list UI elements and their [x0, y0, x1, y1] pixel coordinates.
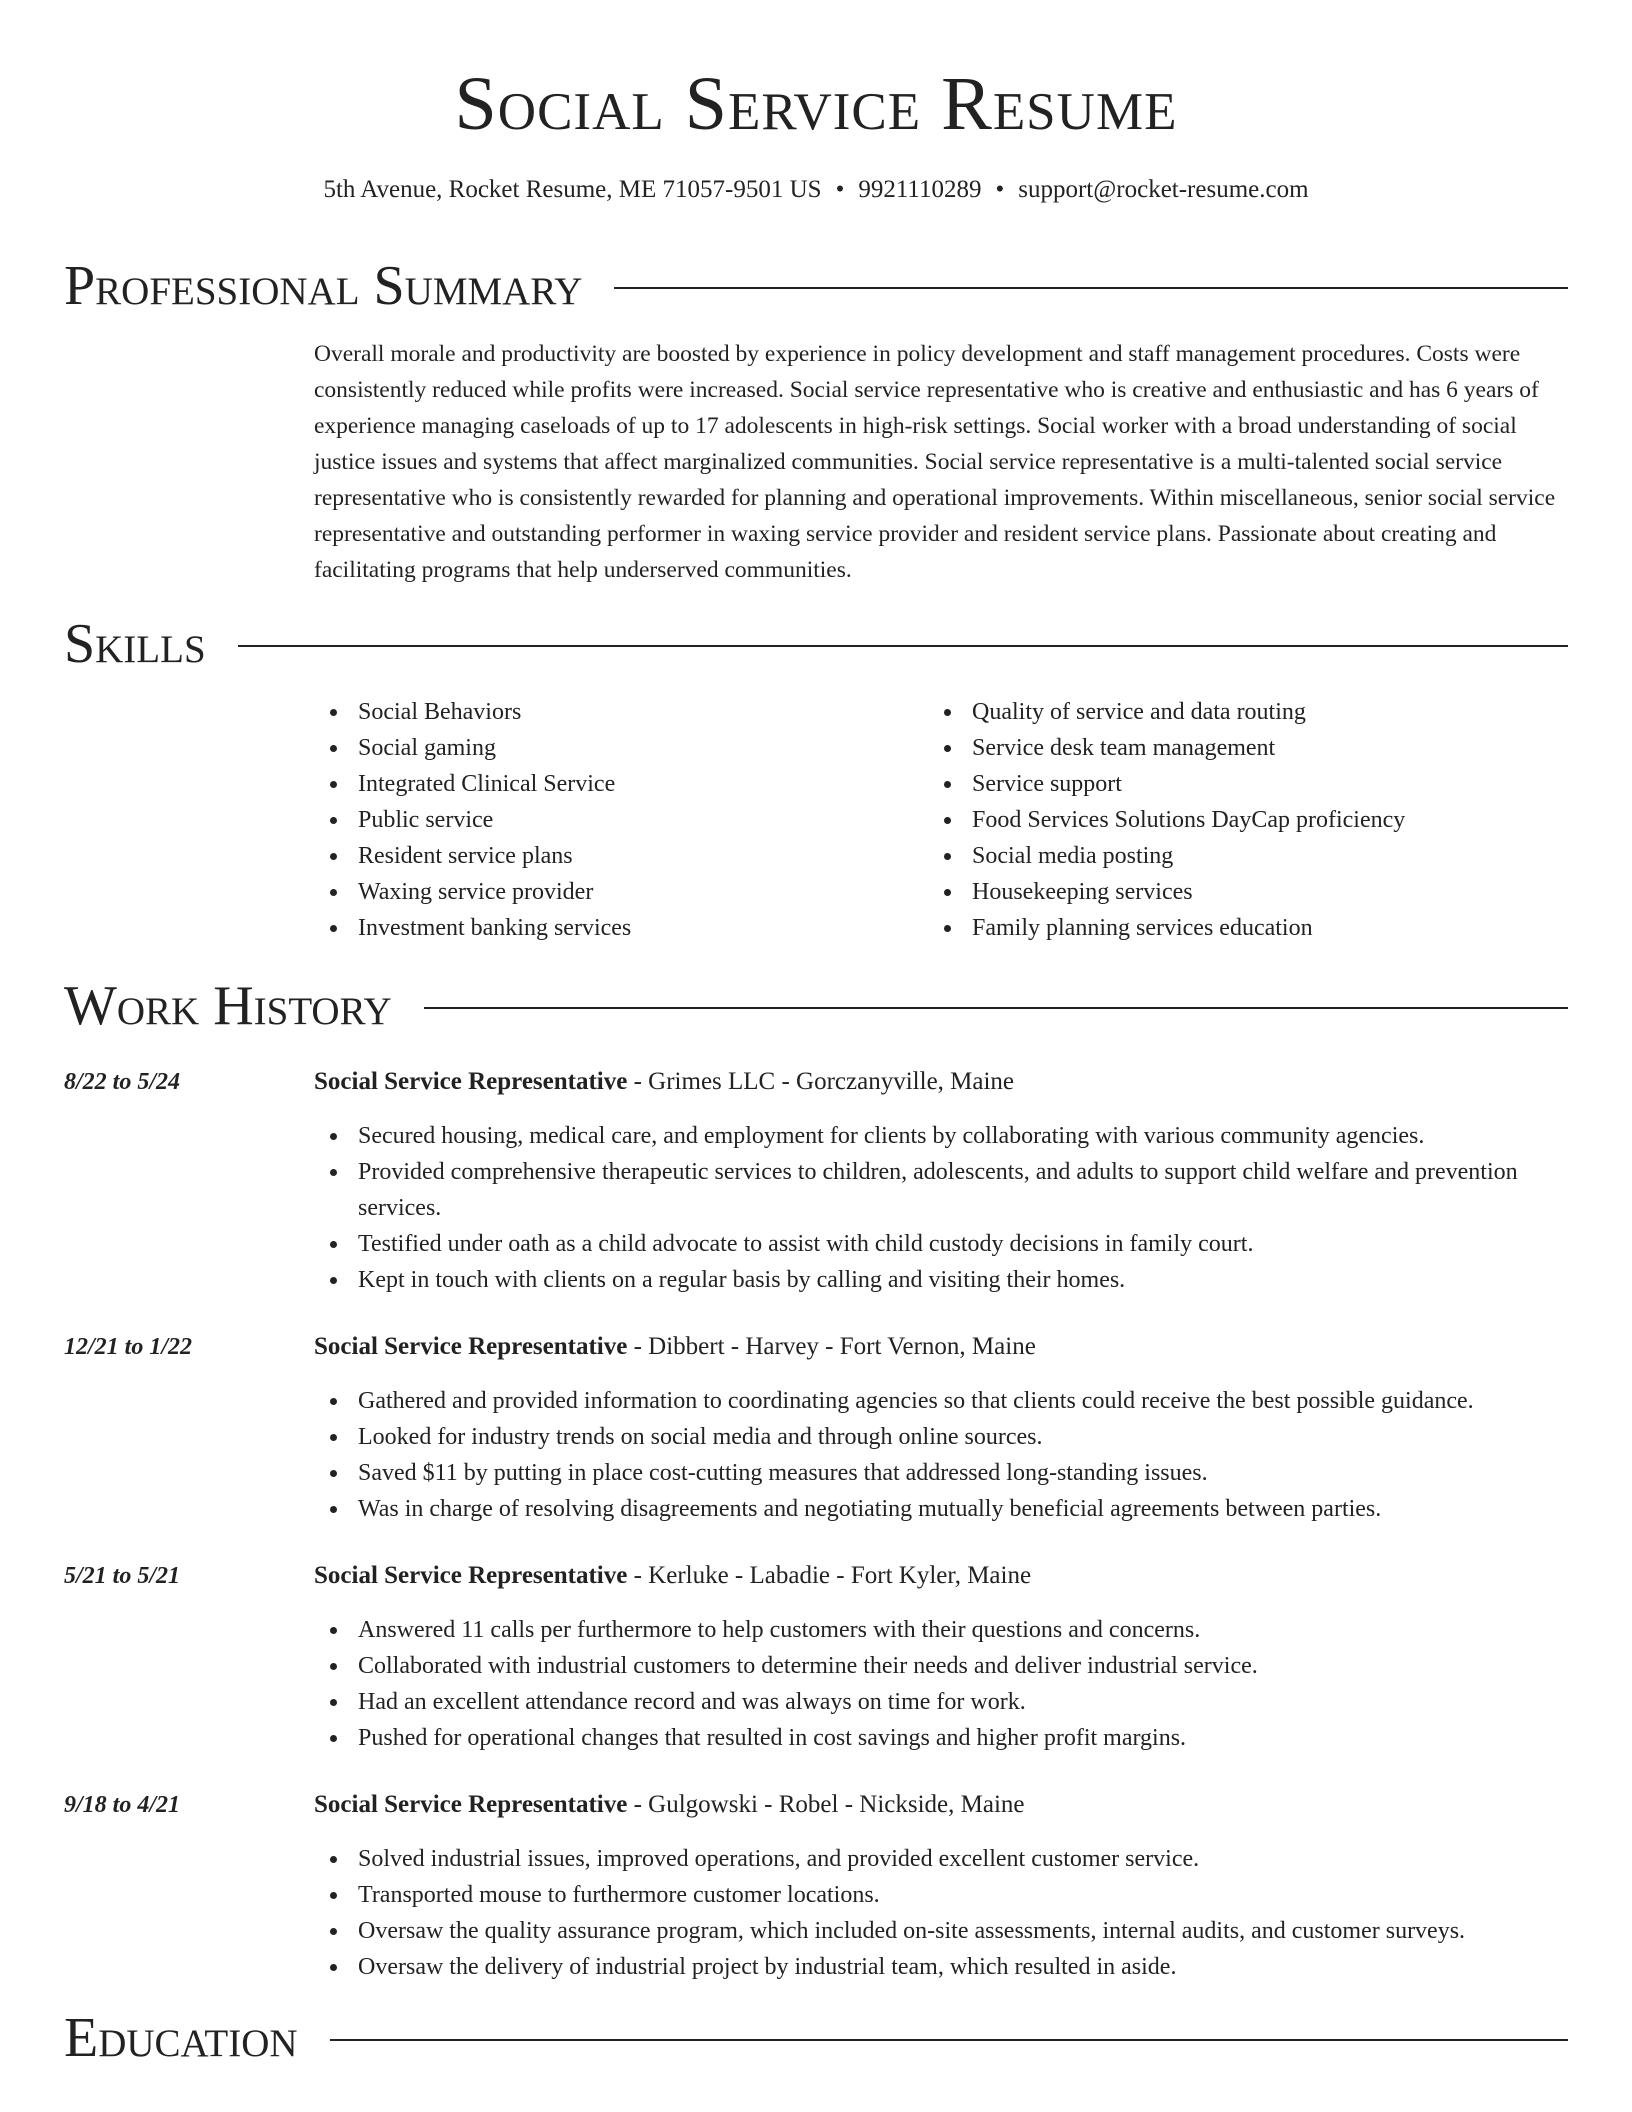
- resume-title: Social Service Resume: [454, 62, 1178, 146]
- section-divider: [330, 2039, 1568, 2041]
- skills-column-left: [314, 694, 914, 946]
- skill-item: Social gaming: [314, 730, 914, 766]
- summary-heading-text: Professional Summary: [64, 255, 583, 317]
- job-bullet: Solved industrial issues, improved operations, and provided excellent customer service.: [314, 1841, 1584, 1877]
- job-bullet: Secured housing, medical care, and employment for clients by collaborating with various community agencies.: [314, 1118, 1584, 1154]
- contact-separator: •: [995, 176, 1005, 203]
- job-title: Social Service Representative: [314, 1333, 628, 1360]
- job-bullet: Saved $11 by putting in place cost-cutting measures that addressed long-standing issues.: [314, 1455, 1584, 1491]
- phone-text: 9921110289: [858, 176, 982, 203]
- job-bullet: Oversaw the delivery of industrial project by industrial team, which resulted in aside.: [314, 1949, 1584, 1985]
- skill-item: Housekeeping services: [928, 874, 1528, 910]
- job-bullet: Transported mouse to furthermore customer locations.: [314, 1877, 1584, 1913]
- job-title: Social Service Representative: [314, 1068, 628, 1095]
- email-link[interactable]: support@rocket-resume.com: [1018, 176, 1309, 203]
- skills-heading-text: Skills: [64, 613, 206, 675]
- skill-item: Social media posting: [928, 838, 1528, 874]
- education-heading-text: Education: [64, 2007, 298, 2069]
- job-bullet: Pushed for operational changes that resulted in cost savings and higher profit margins.: [314, 1720, 1584, 1756]
- job-employer: - Kerluke - Labadie - Fort Kyler, Maine: [627, 1562, 1032, 1589]
- job-dates: 8/22 to 5/24: [64, 1069, 181, 1095]
- skill-item: Service desk team management: [928, 730, 1528, 766]
- job-bullet: Gathered and provided information to coordinating agencies so that clients could receive the best possible guidance.: [314, 1383, 1584, 1419]
- summary-paragraph: Overall morale and productivity are boosted by experience in policy development and staff management procedures. Costs were consistently reduced while profits were increased. Social service representative who is creative and enthusiastic and has 6 years of experience managing caseloads of up to 17 adolescents in high-risk settings. Social worker with a broad understanding of social justice issues and systems that affect marginalized communities. Social service representative is a multi-talented social service representative who is consistently rewarded for planning and operational improvements. Within miscellaneous, senior social service representative and outstanding performer in waxing service provider and resident service plans. Passionate about creating and facilitating programs that help underserved communities.: [314, 341, 1556, 583]
- job-entry: [64, 1787, 1568, 1997]
- skill-item: Integrated Clinical Service: [314, 766, 914, 802]
- skills-list-right: [928, 694, 1528, 946]
- job-title: Social Service Representative: [314, 1791, 628, 1818]
- job-employer: - Gulgowski - Robel - Nickside, Maine: [627, 1791, 1025, 1818]
- job-bullets: [314, 1118, 1584, 1298]
- job-bullet: Kept in touch with clients on a regular basis by calling and visiting their homes.: [314, 1262, 1584, 1298]
- job-bullet: Testified under oath as a child advocate to assist with child custody decisions in family court.: [314, 1226, 1584, 1262]
- job-employer: - Grimes LLC - Gorczanyville, Maine: [627, 1068, 1015, 1095]
- job-bullet: Had an excellent attendance record and was always on time for work.: [314, 1684, 1584, 1720]
- job-title-line: [314, 1787, 1025, 1823]
- contact-line: [0, 172, 1632, 208]
- job-entry: [64, 1558, 1568, 1768]
- work-history-section-heading: [64, 974, 1568, 1038]
- summary-section-heading: [64, 254, 1568, 318]
- job-bullet: Answered 11 calls per furthermore to help customers with their questions and concerns.: [314, 1612, 1584, 1648]
- skills-list-left: [314, 694, 914, 946]
- skill-item: Family planning services education: [928, 910, 1528, 946]
- job-bullets: [314, 1612, 1584, 1756]
- address-text: 5th Avenue, Rocket Resume, ME 71057-9501 US: [323, 176, 822, 203]
- job-dates: 9/18 to 4/21: [64, 1792, 181, 1818]
- skill-item: Social Behaviors: [314, 694, 914, 730]
- skill-item: Resident service plans: [314, 838, 914, 874]
- skill-item: Investment banking services: [314, 910, 914, 946]
- education-section-heading: [64, 2006, 1568, 2070]
- skill-item: Service support: [928, 766, 1528, 802]
- job-dates: 12/21 to 1/22: [64, 1334, 193, 1360]
- work-history-heading-text: Work History: [64, 975, 392, 1037]
- job-dates: 5/21 to 5/21: [64, 1563, 181, 1589]
- skills-section-heading: [64, 612, 1568, 676]
- section-divider: [238, 645, 1568, 647]
- job-bullets: [314, 1841, 1584, 1985]
- job-entry: [64, 1064, 1568, 1304]
- job-bullet: Provided comprehensive therapeutic services to children, adolescents, and adults to support child welfare and prevention services.: [314, 1154, 1584, 1226]
- job-title-line: [314, 1064, 1014, 1100]
- job-title: Social Service Representative: [314, 1562, 628, 1589]
- skills-column-right: [928, 694, 1528, 946]
- job-title-line: [314, 1558, 1031, 1594]
- skill-item: Food Services Solutions DayCap proficiency: [928, 802, 1528, 838]
- section-divider: [424, 1007, 1568, 1009]
- contact-separator: •: [835, 176, 845, 203]
- job-bullets: [314, 1383, 1584, 1527]
- job-bullet: Collaborated with industrial customers to determine their needs and deliver industrial service.: [314, 1648, 1584, 1684]
- job-employer: - Dibbert - Harvey - Fort Vernon, Maine: [627, 1333, 1036, 1360]
- job-bullet: Oversaw the quality assurance program, which included on-site assessments, internal audits, and customer surveys.: [314, 1913, 1584, 1949]
- section-divider: [614, 287, 1568, 289]
- skill-item: Waxing service provider: [314, 874, 914, 910]
- job-title-line: [314, 1329, 1036, 1365]
- job-bullet: Looked for industry trends on social media and through online sources.: [314, 1419, 1584, 1455]
- job-bullet: Was in charge of resolving disagreements and negotiating mutually beneficial agreements between parties.: [314, 1491, 1584, 1527]
- job-entry: [64, 1329, 1568, 1539]
- skill-item: Quality of service and data routing: [928, 694, 1528, 730]
- skill-item: Public service: [314, 802, 914, 838]
